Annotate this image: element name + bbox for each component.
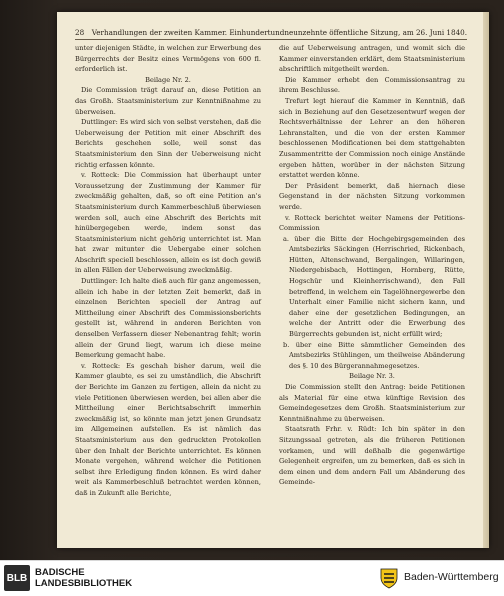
- page-edge: [483, 12, 489, 548]
- state-name[interactable]: Baden-Württemberg: [404, 571, 499, 583]
- right-column-paragraph: Der Präsident bemerkt, daß hiernach diese Gegenstand in der nächsten Sitzung vorkommen werde.: [279, 181, 465, 211]
- right-column: [279, 43, 465, 488]
- right-column-paragraph: Beilage Nr. 3.: [349, 372, 395, 381]
- right-column-paragraph: Staatsrath Frhr. v. Rüdt: Ich bin später in den Sitzungssaal getreten, als die früheren Petitionen vorkamen, und will deßhalb die gegenwärtige Gelegenheit ergreifen, um zu bemerken, daß es sich in dem einen und dem andern Fall um Abänderung des Gemeinde-: [279, 425, 465, 487]
- left-column-paragraph: Beilage Nr. 2.: [145, 75, 191, 84]
- footer-bar: [0, 560, 504, 596]
- left-column-paragraph: unter diejenigen Städte, in welchen zur Erwerbung des Bürgerrechts der Besitz eines Vermögens von 600 fl. erforderlich ist.: [75, 44, 261, 74]
- running-header: [75, 28, 467, 40]
- right-column-paragraph: Die Kammer erhebt den Commissionsantrag zu ihrem Beschlusse.: [279, 75, 465, 95]
- library-name-line1: BADISCHE: [35, 567, 85, 578]
- book-page: [57, 12, 489, 548]
- page-number: 28: [75, 28, 85, 37]
- right-column-paragraph: Trefurt legt hierauf die Kammer in Kenntniß, daß sich in Beziehung auf den Gesetzesentwurf wegen der Rechtsverhältnisse der Lehrer an den höheren Lehranstalten, und die von der ersten Kammer beschlossenen Modificationen bei dem stattgehabten Zusammentritte der Commission noch einige Anstände ergeben hätten, worüber in der nächsten Sitzung erstattet werden könne.: [279, 96, 465, 180]
- right-column-paragraph: a. über die Bitte der Hochgebirgsgemeinden des Amtsbezirks Säckingen (Herrischried, Rickenbach, Hütten, Altenschwand, Bergalingen, Willaringen, Niedergebisbach, Hottingen, Hornberg, Rütte, Hogschür und Kleinherrischwand), den Fall betreffend, in welchem ein Tagelöhnergewerbe den Unterhalt einer Familie nicht sichern kann, und daher eine der gesetzlichen Bedingungen, an welche der Antritt oder die Erwerbung des Bürgerrechts gebunden ist, nicht erfüllt wird;: [283, 234, 465, 339]
- baden-wuerttemberg-crest-icon: [378, 567, 400, 589]
- right-column-paragraph: b. über eine Bitte sämmtlicher Gemeinden des Amtsbezirks Stühlingen, um theilweise Abänderung des §. 10 des Bürgerannahmegesetzes.: [283, 340, 465, 370]
- running-title: Verhandlungen der zweiten Kammer. Einhundertundneunzehnte öffentliche Sitzung, am 26. Juni 1840.: [91, 28, 467, 37]
- blb-logo[interactable]: [4, 565, 30, 591]
- right-column-paragraph: die auf Ueberweisung antragen, und womit sich die Kammer einverstanden erklärt, dem Staatsministerium abschriftlich mitgetheilt werden.: [279, 44, 465, 74]
- library-name[interactable]: [35, 567, 132, 589]
- right-column-paragraph: Die Commission stellt den Antrag: beide Petitionen als Material für eine etwa künftige Revision des Gemeindegesetzes dem Großh. Staatsministerium zur Kenntnißnahme zu überweisen.: [279, 383, 465, 423]
- left-column-paragraph: Duttlinger: Es wird sich von selbst verstehen, daß die Ueberweisung der Petition mit einer Abschrift des Berichts geschehen solle, weil sonst das Staatsministerium den Sinn der Ueberweisung nicht richtig erfassen könnte.: [75, 118, 261, 169]
- left-column-paragraph: Die Commission trägt darauf an, diese Petition an das Großh. Staatsministerium zur Kenntnißnahme zu überweisen.: [75, 86, 261, 116]
- left-column-paragraph: Duttlinger: Ich halte dieß auch für ganz angemessen, allein ich habe in der letzten Zeit bemerkt, daß in einzelnen Berichten speciell der Antrag auf Mittheilung einer Abschrift des Commissionsberichts gestellt ist, während in anderen Berichten von denselben Verfassern dieser Nebenantrag fehlt; worin allein der Grund liegt, warum ich diese meine Bemerkung gemacht habe.: [75, 277, 261, 360]
- library-name-line2: LANDESBIBLIOTHEK: [35, 578, 133, 589]
- left-column-paragraph: v. Rotteck: Die Commission hat überhaupt unter Voraussetzung der Zustimmung der Kammer für zweckmäßig gehalten, daß, so oft eine Petition an's Staatsministerium durch Kammerbeschluß überwiesen werden soll, auch eine Abschrift des Berichts mit hinübergegeben werde, indem sonst das Staatsministerium nicht gehörig unterrichtet ist. Man hat zwar mitunter die Uebergabe einer solchen Abschrift speciell beschlossen, allein es ist doch gewiß in allen Fällen der Ueberweisung zweckmäßig.: [75, 171, 261, 275]
- left-column: [75, 43, 261, 499]
- blb-logo-text: BLB: [6, 572, 28, 584]
- left-column-paragraph: v. Rotteck: Es geschah bisher darum, weil die Kammer glaubte, es sei zu umständlich, die Abschrift der Berichte im Ganzen zu fertigen, allein da nicht zu viele Petitionen überwiesen werden, bei allen aber die Mittheilung einer Berichtsabschrift immerhin zweckmäßig ist, so könnte man jetzt jenen Grundsatz im Allgemeinen aufstellen. Es ist nämlich das Staatsministerium aus den gedruckten Protokollen über den Inhalt der Berichte unterrichtet. Es können Monate vergehen, während welcher die Petitionen selbst ihre Erledigung finden können. Es wird daher weit als Kammerbeschluß betrachtet werden können, daß in Zukunft alle Berichte,: [75, 361, 261, 497]
- right-column-paragraph: v. Rotteck berichtet weiter Namens der Petitions-Commission: [279, 213, 465, 233]
